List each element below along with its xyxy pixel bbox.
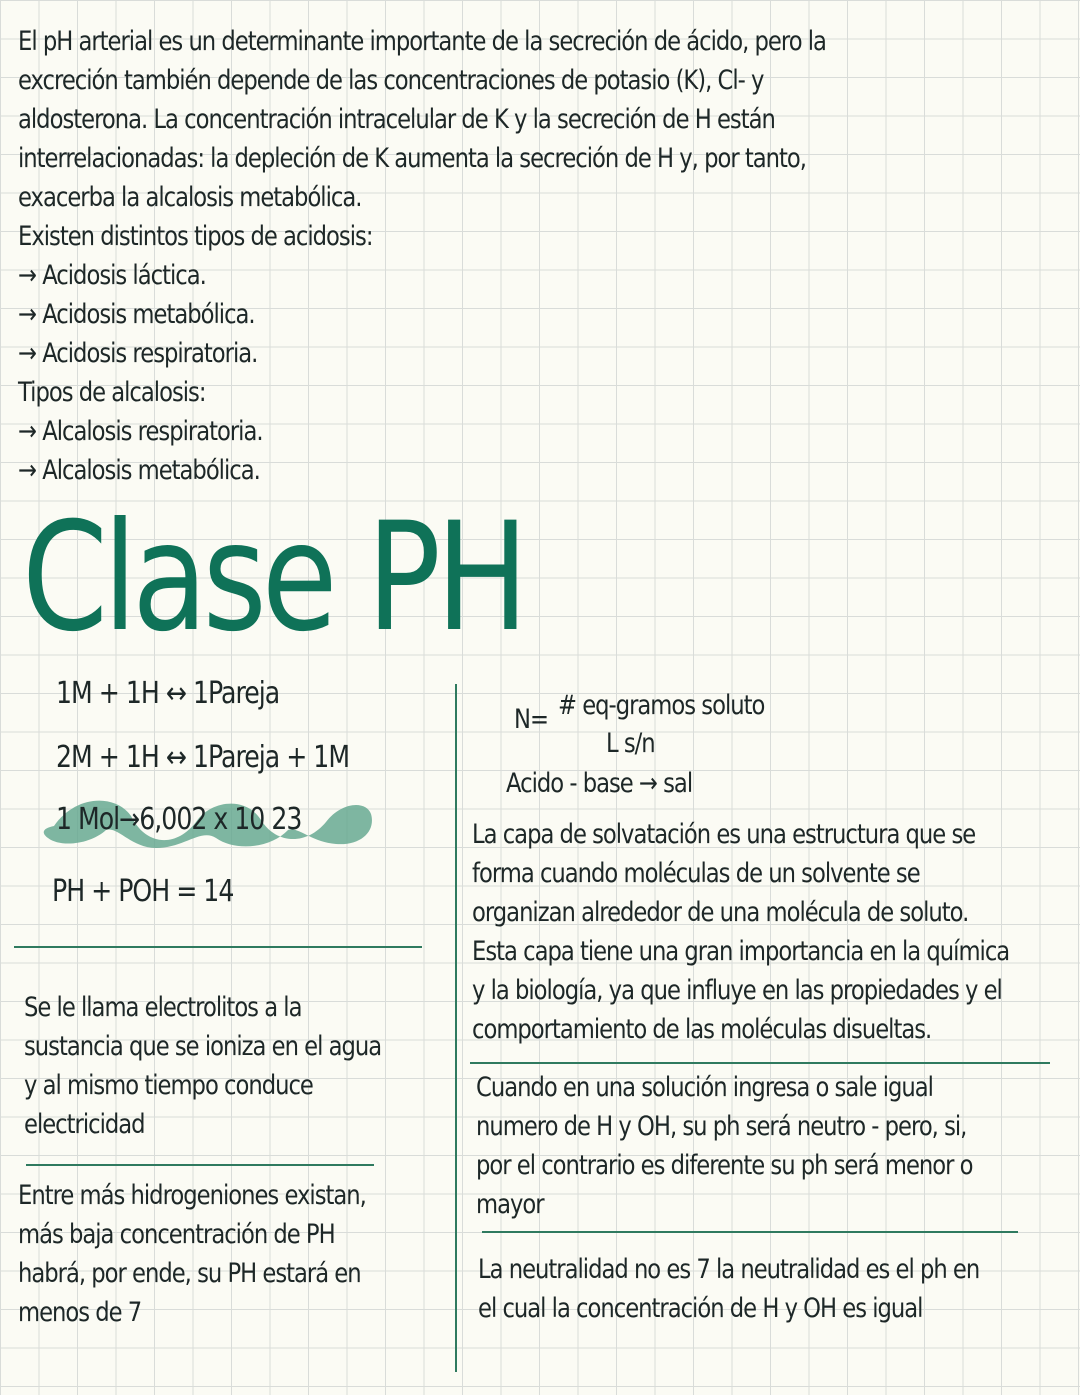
normality-denominator: L s/n bbox=[606, 728, 655, 759]
intro-line: aldosterona. La concentración intracelular de K y la secreción de H están bbox=[18, 104, 775, 135]
list-item: → Alcalosis respiratoria. bbox=[18, 416, 263, 447]
left-divider-2 bbox=[26, 1164, 374, 1166]
hidrogeniones-text: Entre más hidrogeniones existan, más baja concentración de PH habrá, por ende, su PH estará en menos de 7 bbox=[18, 1180, 366, 1328]
acidosis-heading: Existen distintos tipos de acidosis: bbox=[18, 221, 373, 252]
intro-line: interrelacionadas: la depleción de K aumenta la secreción de H y, por tanto, bbox=[18, 143, 806, 174]
formula-pair: 1M + 1H ↔ 1Pareja bbox=[56, 676, 280, 711]
neutralidad-text: La neutralidad no es 7 la neutralidad es el ph en el cual la concentración de H y OH es igual bbox=[478, 1254, 980, 1324]
left-divider-1 bbox=[14, 946, 422, 948]
list-item: → Acidosis láctica. bbox=[18, 260, 206, 291]
electrolitos-text: Se le llama electrolitos a la sustancia que se ioniza en el agua y al mismo tiempo conduce electricidad bbox=[24, 992, 382, 1140]
normality-lhs: N= bbox=[514, 704, 548, 735]
intro-text bbox=[18, 22, 826, 490]
column-divider bbox=[455, 684, 457, 1372]
alcalosis-heading: Tipos de alcalosis: bbox=[18, 377, 206, 408]
formula-ph-poh: PH + POH = 14 bbox=[52, 874, 234, 909]
list-item: → Acidosis metabólica. bbox=[18, 299, 255, 330]
formula-pair-excess: 2M + 1H ↔ 1Pareja + 1M bbox=[56, 740, 350, 775]
list-item: → Acidosis respiratoria. bbox=[18, 338, 258, 369]
solvatacion-text: La capa de solvatación es una estructura que se forma cuando moléculas de un solvente se organizan alrededor de una molécula de soluto. Esta capa tiene una gran importancia en la química y la biología, ya que influye en las propiedades y el comportamiento de las moléculas disueltas. bbox=[472, 819, 1010, 1045]
intro-line: excreción también depende de las concentraciones de potasio (K), Cl- y bbox=[18, 65, 764, 96]
right-divider-2 bbox=[482, 1231, 1018, 1233]
intro-line: El pH arterial es un determinante importante de la secreción de ácido, pero la bbox=[18, 26, 826, 57]
list-item: → Alcalosis metabólica. bbox=[18, 455, 260, 486]
neutro-text: Cuando en una solución ingresa o sale igual numero de H y OH, su ph será neutro - pero, si, por el contrario es diferente su ph será menor o mayor bbox=[476, 1072, 973, 1220]
normality-numerator: # eq-gramos soluto bbox=[558, 690, 765, 721]
page-title: Clase PH bbox=[22, 491, 524, 665]
intro-line: exacerba la alcalosis metabólica. bbox=[18, 182, 362, 213]
acid-base-reaction: Acido - base → sal bbox=[506, 768, 693, 799]
formula-avogadro: 1 Mol→6,002 x 10 23 bbox=[56, 802, 302, 837]
right-divider-1 bbox=[470, 1062, 1050, 1064]
